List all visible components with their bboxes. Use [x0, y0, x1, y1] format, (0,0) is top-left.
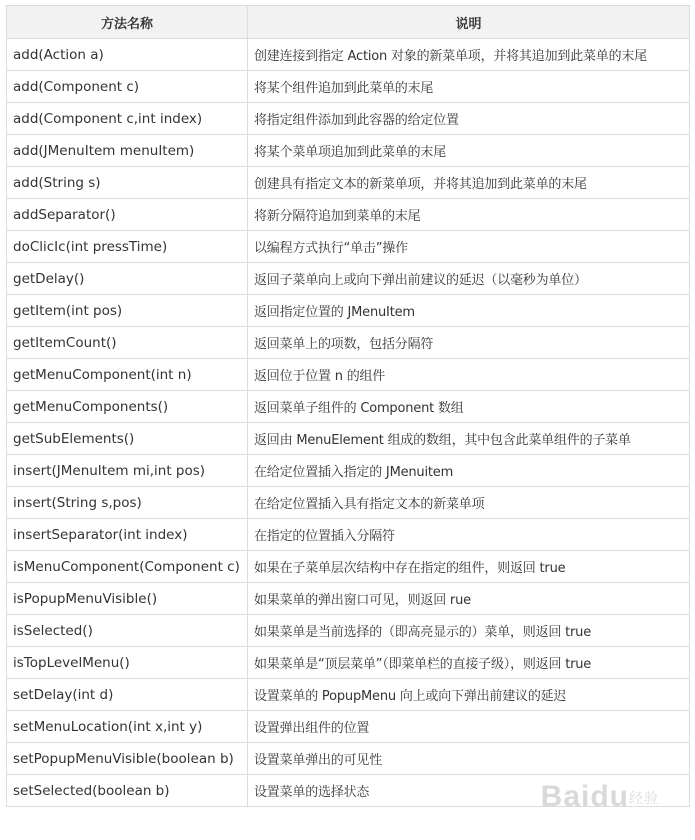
- description-cell: 设置菜单弹出的可见性: [248, 743, 690, 775]
- table-header-row: [7, 6, 690, 39]
- header-description: 说明: [248, 6, 690, 39]
- method-name-cell: addSeparator(): [7, 199, 248, 231]
- description-cell: 在给定位置插入指定的 JMenuitem: [248, 455, 690, 487]
- method-name-cell: getItemCount(): [7, 327, 248, 359]
- table-row: [7, 583, 690, 615]
- table-row: [7, 231, 690, 263]
- method-name-cell: add(String s): [7, 167, 248, 199]
- description-cell: 将某个菜单项追加到此菜单的末尾: [248, 135, 690, 167]
- description-cell: 如果菜单是“顶层菜单”（即菜单栏的直接子级），则返回 true: [248, 647, 690, 679]
- description-cell: 创建具有指定文本的新菜单项，并将其追加到此菜单的末尾: [248, 167, 690, 199]
- description-cell: 如果在子菜单层次结构中存在指定的组件，则返回 true: [248, 551, 690, 583]
- table-row: [7, 615, 690, 647]
- description-cell: 将指定组件添加到此容器的给定位置: [248, 103, 690, 135]
- description-cell: 返回由 MenuElement 组成的数组，其中包含此菜单组件的子菜单: [248, 423, 690, 455]
- description-cell: 创建连接到指定 Action 对象的新菜单项，并将其追加到此菜单的末尾: [248, 39, 690, 71]
- method-name-cell: getMenuComponent(int n): [7, 359, 248, 391]
- table-row: [7, 199, 690, 231]
- table-row: [7, 679, 690, 711]
- header-method-name: 方法名称: [7, 6, 248, 39]
- table-body: [7, 39, 690, 807]
- methods-table: [6, 5, 690, 807]
- table-row: [7, 39, 690, 71]
- watermark-suffix: 经验: [629, 790, 659, 807]
- method-name-cell: insert(String s,pos): [7, 487, 248, 519]
- method-name-cell: getMenuComponents(): [7, 391, 248, 423]
- description-cell: 在指定的位置插入分隔符: [248, 519, 690, 551]
- table-row: [7, 423, 690, 455]
- method-name-cell: insertSeparator(int index): [7, 519, 248, 551]
- method-name-cell: isTopLevelMenu(): [7, 647, 248, 679]
- description-cell: 将某个组件追加到此菜单的末尾: [248, 71, 690, 103]
- method-name-cell: add(Component c): [7, 71, 248, 103]
- table-row: [7, 455, 690, 487]
- method-name-cell: isSelected(): [7, 615, 248, 647]
- table-row: [7, 71, 690, 103]
- table-row: [7, 519, 690, 551]
- method-name-cell: insert(JMenuItem mi,int pos): [7, 455, 248, 487]
- table-row: [7, 167, 690, 199]
- method-name-cell: setDelay(int d): [7, 679, 248, 711]
- description-cell: 返回位于位置 n 的组件: [248, 359, 690, 391]
- description-cell: 返回子菜单向上或向下弹出前建议的延迟（以毫秒为单位）: [248, 263, 690, 295]
- table-row: [7, 103, 690, 135]
- description-cell: 返回指定位置的 JMenuItem: [248, 295, 690, 327]
- description-cell: 如果菜单是当前选择的（即高亮显示的）菜单，则返回 true: [248, 615, 690, 647]
- table-row: [7, 135, 690, 167]
- table-row: [7, 551, 690, 583]
- description-cell: 返回菜单子组件的 Component 数组: [248, 391, 690, 423]
- description-cell: 在给定位置插入具有指定文本的新菜单项: [248, 487, 690, 519]
- description-cell: 以编程方式执行“单击”操作: [248, 231, 690, 263]
- table-row: [7, 263, 690, 295]
- method-name-cell: setSelected(boolean b): [7, 775, 248, 807]
- method-name-cell: setMenuLocation(int x,int y): [7, 711, 248, 743]
- method-name-cell: doClicIc(int pressTime): [7, 231, 248, 263]
- description-cell: 设置弹出组件的位置: [248, 711, 690, 743]
- table-row: [7, 391, 690, 423]
- table-row: [7, 711, 690, 743]
- table-row: [7, 295, 690, 327]
- description-cell: 设置菜单的 PopupMenu 向上或向下弹出前建议的延迟: [248, 679, 690, 711]
- table-row: [7, 359, 690, 391]
- description-cell: 返回菜单上的项数，包括分隔符: [248, 327, 690, 359]
- table-row: [7, 487, 690, 519]
- method-name-cell: isMenuComponent(Component c): [7, 551, 248, 583]
- method-name-cell: getSubElements(): [7, 423, 248, 455]
- method-name-cell: add(Action a): [7, 39, 248, 71]
- method-name-cell: getItem(int pos): [7, 295, 248, 327]
- method-name-cell: add(JMenuItem menuItem): [7, 135, 248, 167]
- table-row: [7, 743, 690, 775]
- method-name-cell: setPopupMenuVisible(boolean b): [7, 743, 248, 775]
- method-name-cell: getDelay(): [7, 263, 248, 295]
- watermark-brand: Baidu: [540, 780, 629, 813]
- method-name-cell: add(Component c,int index): [7, 103, 248, 135]
- description-cell: 如果菜单的弹出窗口可见，则返回 rue: [248, 583, 690, 615]
- description-cell: 将新分隔符追加到菜单的末尾: [248, 199, 690, 231]
- table-row: [7, 327, 690, 359]
- method-name-cell: isPopupMenuVisible(): [7, 583, 248, 615]
- table-row: [7, 647, 690, 679]
- description-cell: 设置菜单的选择状态: [248, 775, 690, 807]
- baidu-watermark: [541, 780, 659, 814]
